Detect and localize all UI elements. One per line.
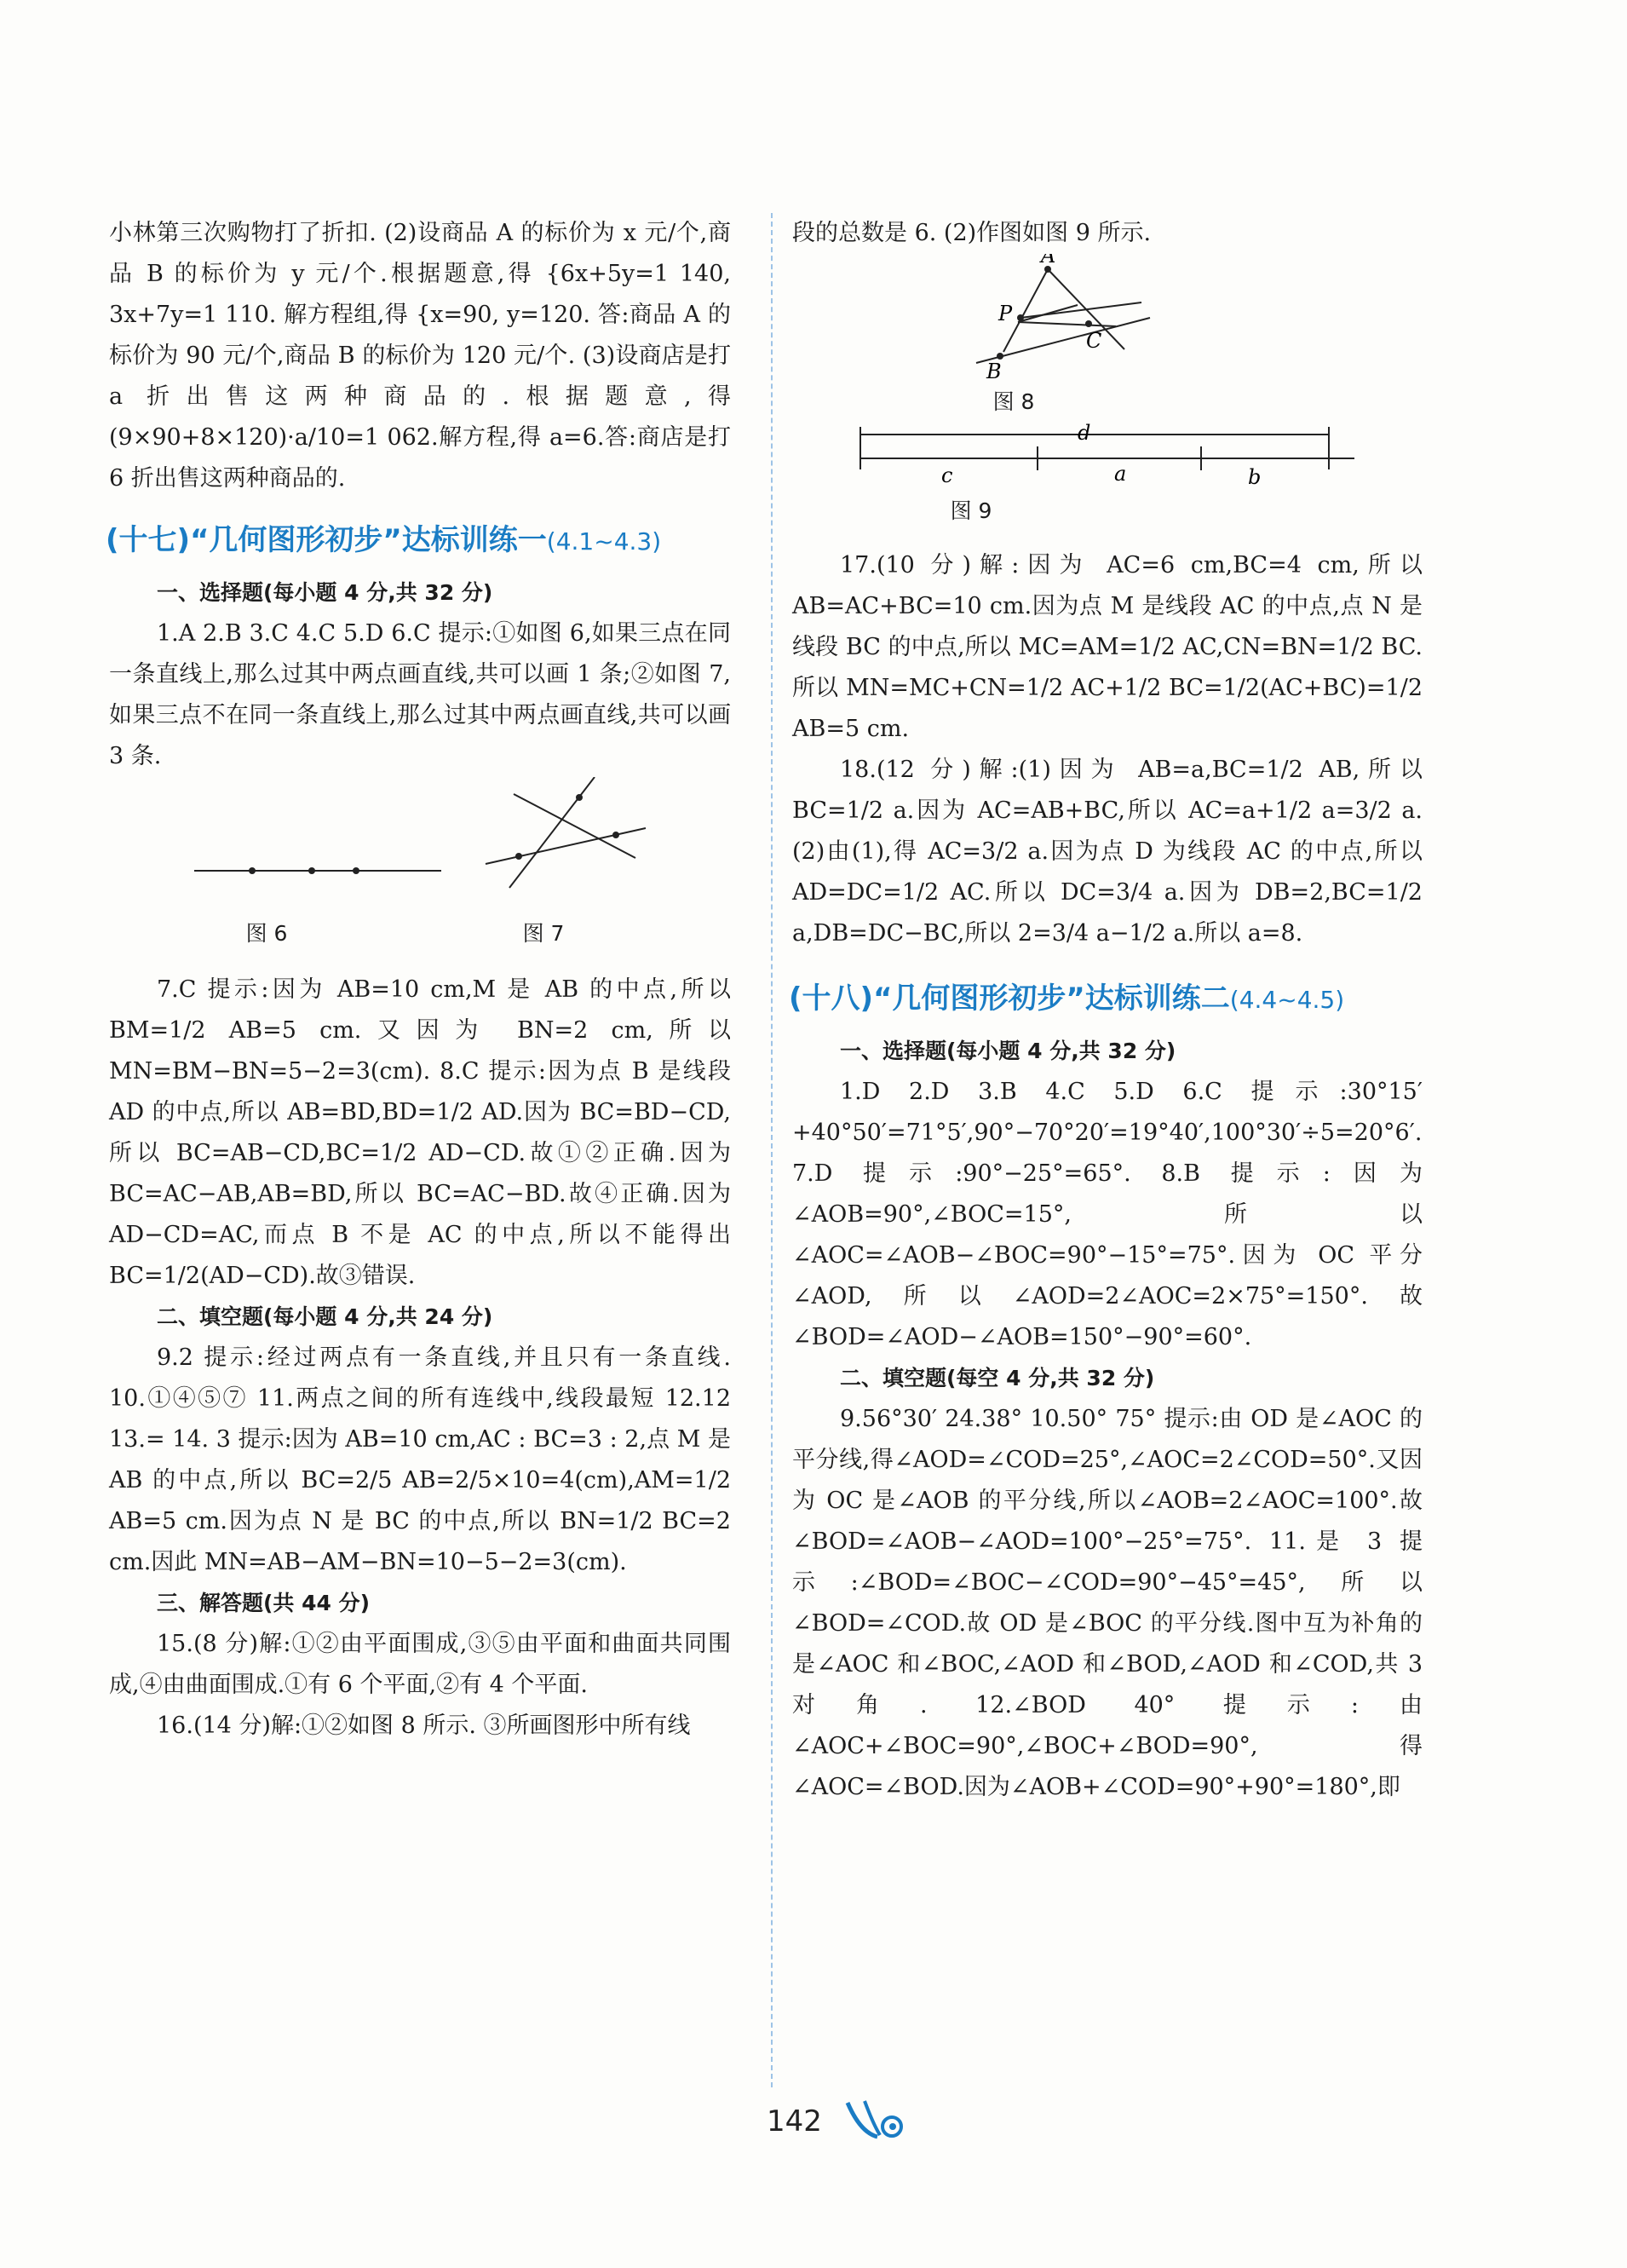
left-column <box>106 213 731 1747</box>
section-18-part2-heading: 二、填空题(每空 4 分,共 32 分) <box>840 1366 1155 1390</box>
fig8-label-a: A <box>1041 254 1056 268</box>
right-column <box>789 213 1423 1808</box>
fig8-label-b: B <box>986 360 1002 382</box>
fig9-label-b: b <box>1248 465 1262 489</box>
s17-answers-7-8: 7.C 提示:因为 AB=10 cm,M 是 AB 的中点,所以 BM=1/2 AB=5 cm.又因为 BN=2 cm,所以 MN=BM−BN=5−2=3(cm). 8.C 提示:因为点 B 是线段 AD 的中点,所以 AB=BD,BD=1/2 AD.因为 BC=BD−CD,所以 BC=AB−CD,BC=1/2 AD−CD.故①②正确.因为 BC=AC−AB,AB=BD,所以 BC=AC−BD.故④正确.因为 AD−CD=AC,而点 B 不是 AC 的中点,所以不能得出 BC=1/2(AD−CD).故③错误. <box>109 976 731 1289</box>
section-17-part1-heading: 一、选择题(每小题 4 分,共 32 分) <box>157 580 493 605</box>
decorative-swirl-icon <box>839 2094 916 2149</box>
figure-9-drawing <box>792 423 1423 491</box>
s17-answer-16: 16.(14 分)解:①②如图 8 所示. ③所画图形中所有线 <box>157 1713 691 1739</box>
figure-8-drawing <box>792 254 1423 382</box>
s17-answer-17: 17.(10 分)解:因为 AC=6 cm,BC=4 cm,所以 AB=AC+BC=10 cm.因为点 M 是线段 AC 的中点,点 N 是线段 BC 的中点,所以 MC=AM=1/2 AC,CN=BN=1/2 BC.所以 MN=MC+CN=1/2 AC+1/2 BC=1/2(AC+BC)=1/2 AB=5 cm. <box>792 552 1423 742</box>
fig9-label-c: c <box>941 463 953 487</box>
section-17-part2-heading: 二、填空题(每小题 4 分,共 24 分) <box>157 1304 493 1329</box>
s18-answers-1-8: 1.D 2.D 3.B 4.C 5.D 6.C 提示:30°15′+40°50′=71°5′,90°−70°20′=19°40′,100°30′÷5=20°6′. 7.D 提示:90°−25°=65°. 8.B 提示:因为∠AOB=90°,∠BOC=15°,所以∠AOC=∠AOB−∠BOC=90°−15°=75°.因为 OC 平分∠AOD,所以∠AOD=2∠AOC=2×75°=150°.故∠BOD=∠AOD−∠AOB=150°−90°=60°. <box>792 1079 1423 1350</box>
fig8-label-c: C <box>1086 329 1102 353</box>
s17-answers-9-14: 9.2 提示:经过两点有一条直线,并且只有一条直线. 10.①④⑤⑦ 11.两点之间的所有连线中,线段最短 12.12 13.= 14. 3 提示:因为 AB=10 cm,AC : BC=3 : 2,点 M 是 AB 的中点,所以 BC=2/5 AB=2/5×10=4(cm),AM=1/2 AB=5 cm.因为点 N 是 BC 的中点,所以 BN=1/2 BC=2 cm.因此 MN=AB−AM−BN=10−5−2=3(cm). <box>109 1344 731 1575</box>
fig9-label-d: d <box>1078 423 1091 445</box>
figure-8-caption: 图 8 <box>992 389 1035 414</box>
fig9-label-a: a <box>1114 462 1127 486</box>
section-17-title: (十七)“几何图形初步”达标训练一(4.1~4.3) <box>106 523 662 557</box>
s17-answer-15: 15.(8 分)解:①②由平面围成,③⑤由平面和曲面共同围成,④由曲面围成.①有 6 个平面,②有 4 个平面. <box>109 1631 731 1698</box>
swirl-icon <box>839 2094 916 2145</box>
figure-9 <box>792 423 1423 491</box>
s17-answer-18: 18.(12 分)解:(1)因为 AB=a,BC=1/2 AB,所以 BC=1/2 a.因为 AC=AB+BC,所以 AC=a+1/2 a=3/2 a. (2)由(1),得 AC=3/2 a.因为点 D 为线段 AC 的中点,所以 AD=DC=1/2 AC.所以 DC=3/4 a.因为 DB=2,BC=1/2 a,DB=DC−BC,所以 2=3/4 a−1/2 a.所以 a=8. <box>792 757 1423 947</box>
figure-9-caption: 图 9 <box>950 498 992 523</box>
page-number: 142 <box>767 2104 822 2138</box>
fig8-label-p: P <box>998 302 1013 325</box>
section-18-title: (十八)“几何图形初步”达标训练二(4.4~4.5) <box>789 981 1345 1016</box>
figures-6-7 <box>109 777 731 913</box>
column-divider <box>771 213 773 2087</box>
continuation-paragraph: 小林第三次购物打了折扣. (2)设商品 A 的标价为 x 元/个,商品 B 的标价为 y 元/个.根据题意,得 {6x+5y=1 140, 3x+7y=1 110. 解方程组,得 {x=90, y=120. 答:商品 A 的标价为 90 元/个,商品 B 的标价为 120 元/个. (3)设商店是打 a 折出售这两种商品的.根据题意,得(9×90+8×120)·a/10=1 062.解方程,得 a=6.答:商店是打 6 折出售这两种商品的. <box>109 220 731 492</box>
s17-answer-16-continued: 段的总数是 6. (2)作图如图 9 所示. <box>792 220 1152 246</box>
figure-8 <box>792 254 1423 382</box>
section-17-part3-heading: 三、解答题(共 44 分) <box>157 1591 371 1615</box>
figure-7-caption: 图 7 <box>522 921 565 946</box>
s17-answers-1-6: 1.A 2.B 3.C 4.C 5.D 6.C 提示:①如图 6,如果三点在同一条直线上,那么过其中两点画直线,共可以画 1 条;②如图 7,如果三点不在同一条直线上,那么过其中两点画直线,共可以画 3 条. <box>109 620 731 769</box>
figure-6-7-drawing <box>109 777 731 913</box>
section-18-part1-heading: 一、选择题(每小题 4 分,共 32 分) <box>840 1039 1176 1063</box>
figure-6-caption: 图 6 <box>245 921 288 946</box>
s18-answers-9-12: 9.56°30′ 24.38° 10.50° 75° 提示:由 OD 是∠AOC 的平分线,得∠AOD=∠COD=25°,∠AOC=2∠COD=50°.又因为 OC 是∠AOB 的平分线,所以∠AOB=2∠AOC=100°.故∠BOD=∠AOB−∠AOD=100°−25°=75°. 11.是 3 提示:∠BOD=∠BOC−∠COD=90°−45°=45°,所以∠BOD=∠COD.故 OD 是∠BOC 的平分线.图中互为补角的是∠AOC 和∠BOC,∠AOD 和∠BOD,∠AOD 和∠COD,共 3 对角. 12.∠BOD 40° 提示:由∠AOC+∠BOC=90°,∠BOC+∠BOD=90°,得∠AOC=∠BOD.因为∠AOB+∠COD=90°+90°=180°,即 <box>792 1406 1423 1800</box>
